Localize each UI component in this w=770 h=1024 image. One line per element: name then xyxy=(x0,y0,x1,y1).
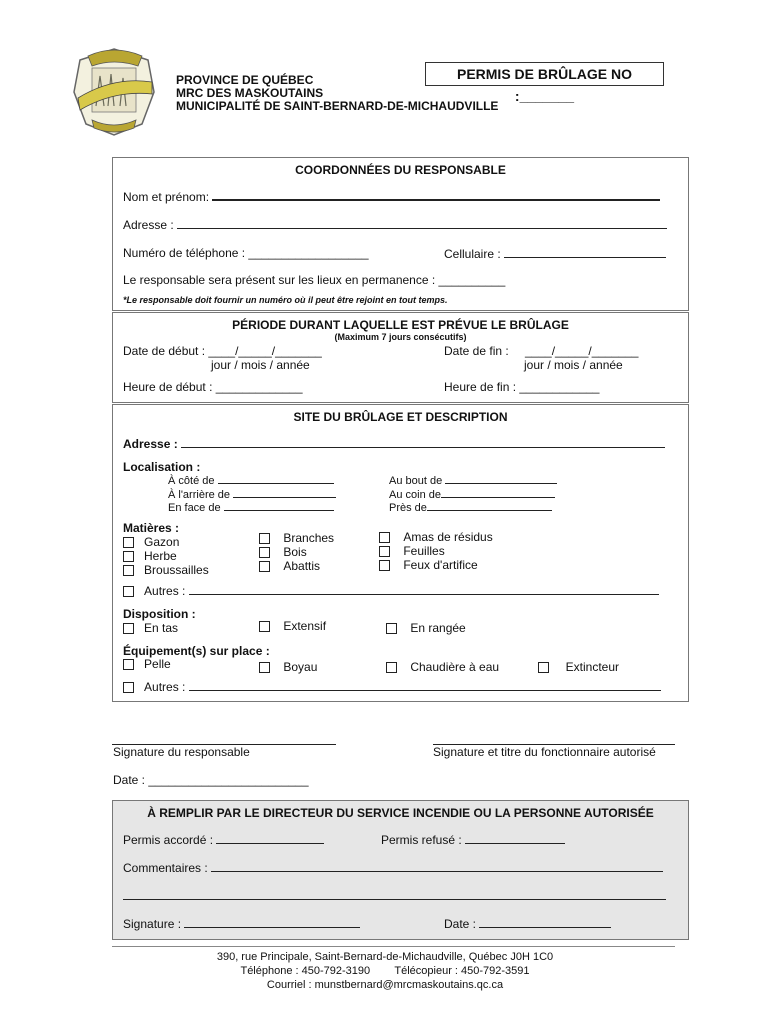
heure-debut-field[interactable]: Heure de début : _____________ xyxy=(123,380,303,394)
section-directeur-title: À REMPLIR PAR LE DIRECTEUR DU SERVICE INCENDIE OU LA PERSONNE AUTORISÉE xyxy=(147,806,654,820)
disp-extensif-label: Extensif xyxy=(283,619,327,633)
telephone-field[interactable]: Numéro de téléphone : __________________ xyxy=(123,246,369,260)
checkbox-pelle[interactable] xyxy=(123,659,134,670)
date-fin-format: jour / mois / année xyxy=(524,358,623,372)
mat-branches-label: Branches xyxy=(283,531,335,545)
footer-address: 390, rue Principale, Saint-Bernard-de-Michaudville, Québec J0H 1C0 xyxy=(216,951,554,963)
disp-tas-label: En tas xyxy=(144,621,179,635)
header-province: PROVINCE DE QUÉBEC xyxy=(176,73,314,87)
checkbox-extensif[interactable] xyxy=(259,621,270,632)
loc-cote-label: À côté de xyxy=(168,475,215,487)
equip-chaudiere-label: Chaudière à eau xyxy=(410,660,500,674)
equip-pelle-label: Pelle xyxy=(144,657,171,671)
heure-fin-field[interactable]: Heure de fin : ____________ xyxy=(444,380,600,394)
adresse-label: Adresse : xyxy=(123,218,174,232)
mat-amas-label: Amas de résidus xyxy=(403,530,493,544)
disposition-label: Disposition : xyxy=(123,607,196,621)
section-site-title: SITE DU BRÛLAGE ET DESCRIPTION xyxy=(293,410,508,424)
section-responsable-title: COORDONNÉES DU RESPONSABLE xyxy=(295,163,506,177)
autres-matieres-field[interactable] xyxy=(189,583,659,595)
loc-coin-label: Au coin de xyxy=(389,488,441,501)
mat-feuilles-label: Feuilles xyxy=(403,544,445,558)
mat-feux-label: Feux d'artifice xyxy=(403,558,478,572)
section-periode-title: PÉRIODE DURANT LAQUELLE EST PRÉVUE LE BRÛLAGE xyxy=(232,318,569,332)
signature-date-field[interactable]: Date : ________________________ xyxy=(113,773,309,787)
commentaires-line-2[interactable] xyxy=(123,899,666,900)
checkbox-abattis[interactable] xyxy=(259,561,270,572)
checkbox-boyau[interactable] xyxy=(259,662,270,673)
loc-cote-field[interactable] xyxy=(218,474,334,484)
matieres-label: Matières : xyxy=(123,521,180,535)
autres-equipement-label: Autres : xyxy=(144,680,186,694)
checkbox-en-rangee[interactable] xyxy=(386,623,397,634)
section-responsable xyxy=(112,157,689,311)
loc-face-label: En face de xyxy=(168,502,221,514)
checkbox-feux-artifice[interactable] xyxy=(379,560,390,571)
present-field[interactable]: Le responsable sera présent sur les lieux en permanence : __________ xyxy=(123,273,506,287)
checkbox-broussailles[interactable] xyxy=(123,565,134,576)
directeur-signature-field[interactable] xyxy=(184,916,360,928)
municipal-crest-logo xyxy=(68,46,160,138)
date-debut-format: jour / mois / année xyxy=(211,358,310,372)
directeur-signature-label: Signature : xyxy=(123,917,182,931)
section-periode xyxy=(112,312,689,403)
footer-phone: Téléphone : 450-792-3190 Télécopieur : 450-792-3591 xyxy=(240,965,530,977)
loc-bout-label: Au bout de xyxy=(389,475,443,487)
autres-equipement-field[interactable] xyxy=(189,679,661,691)
checkbox-autres-matieres[interactable] xyxy=(123,586,134,597)
site-adresse-field[interactable] xyxy=(181,436,665,448)
directeur-date-field[interactable] xyxy=(479,916,611,928)
commentaires-field[interactable] xyxy=(211,860,663,872)
checkbox-bois[interactable] xyxy=(259,547,270,558)
loc-bout-field[interactable] xyxy=(445,474,557,484)
adresse-field[interactable] xyxy=(177,217,667,229)
checkbox-extincteur[interactable] xyxy=(538,662,549,673)
equip-boyau-label: Boyau xyxy=(283,660,318,674)
header-mrc: MRC DES MASKOUTAINS xyxy=(176,86,324,100)
checkbox-gazon[interactable] xyxy=(123,537,134,548)
site-adresse-label: Adresse : xyxy=(123,437,178,451)
permis-refuse-label: Permis refusé : xyxy=(381,833,462,847)
checkbox-amas-residus[interactable] xyxy=(379,532,390,543)
loc-face-field[interactable] xyxy=(224,501,334,511)
signature-responsable-label: Signature du responsable xyxy=(113,745,250,759)
date-debut-field[interactable]: Date de début : ____/_____/_______ xyxy=(123,344,322,358)
autres-matieres-label: Autres : xyxy=(144,584,186,598)
mat-abattis-label: Abattis xyxy=(283,559,321,573)
loc-arriere-field[interactable] xyxy=(233,488,336,498)
localisation-label: Localisation : xyxy=(123,460,201,474)
nom-label: Nom et prénom: xyxy=(123,190,210,204)
loc-arriere-label: À l'arrière de xyxy=(168,488,231,501)
nom-field[interactable] xyxy=(212,189,660,201)
equipement-label: Équipement(s) sur place : xyxy=(123,644,270,658)
mat-herbe-label: Herbe xyxy=(144,549,177,563)
cellulaire-label: Cellulaire : xyxy=(444,247,501,261)
checkbox-feuilles[interactable] xyxy=(379,546,390,557)
commentaires-label: Commentaires : xyxy=(123,861,208,875)
mat-broussailles-label: Broussailles xyxy=(144,563,209,577)
footer-divider xyxy=(112,946,675,947)
permis-accorde-field[interactable] xyxy=(216,832,324,844)
equip-extincteur-label: Extincteur xyxy=(565,660,620,674)
responsable-note: *Le responsable doit fournir un numéro où il peut être rejoint en tout temps. xyxy=(123,295,448,305)
checkbox-chaudiere[interactable] xyxy=(386,662,397,673)
mat-bois-label: Bois xyxy=(283,545,307,559)
permit-number-box: PERMIS DE BRÛLAGE NO :_______ xyxy=(425,62,664,86)
footer-email: Courriel : munstbernard@mrcmaskoutains.qc.ca xyxy=(266,979,504,991)
loc-coin-field[interactable] xyxy=(441,488,555,498)
disp-rangee-label: En rangée xyxy=(410,621,466,635)
checkbox-herbe[interactable] xyxy=(123,551,134,562)
permis-accorde-label: Permis accordé : xyxy=(123,833,214,847)
date-fin-label: Date de fin : xyxy=(444,344,509,358)
permis-refuse-field[interactable] xyxy=(465,832,565,844)
loc-pres-field[interactable] xyxy=(427,501,552,511)
section-periode-subtitle: (Maximum 7 jours consécutifs) xyxy=(334,332,467,342)
date-fin-field[interactable]: ____/_____/_______ xyxy=(525,344,639,358)
cellulaire-field[interactable] xyxy=(504,246,666,258)
section-directeur xyxy=(112,800,689,940)
checkbox-en-tas[interactable] xyxy=(123,623,134,634)
section-site xyxy=(112,404,689,702)
directeur-date-label: Date : xyxy=(444,917,477,931)
checkbox-branches[interactable] xyxy=(259,533,270,544)
mat-gazon-label: Gazon xyxy=(144,535,180,549)
header-municipality: MUNICIPALITÉ DE SAINT-BERNARD-DE-MICHAUDVILLE xyxy=(176,99,499,113)
loc-pres-label: Près de xyxy=(389,502,427,514)
signature-fonctionnaire-label: Signature et titre du fonctionnaire autorisé xyxy=(433,745,656,759)
checkbox-autres-equipement[interactable] xyxy=(123,682,134,693)
